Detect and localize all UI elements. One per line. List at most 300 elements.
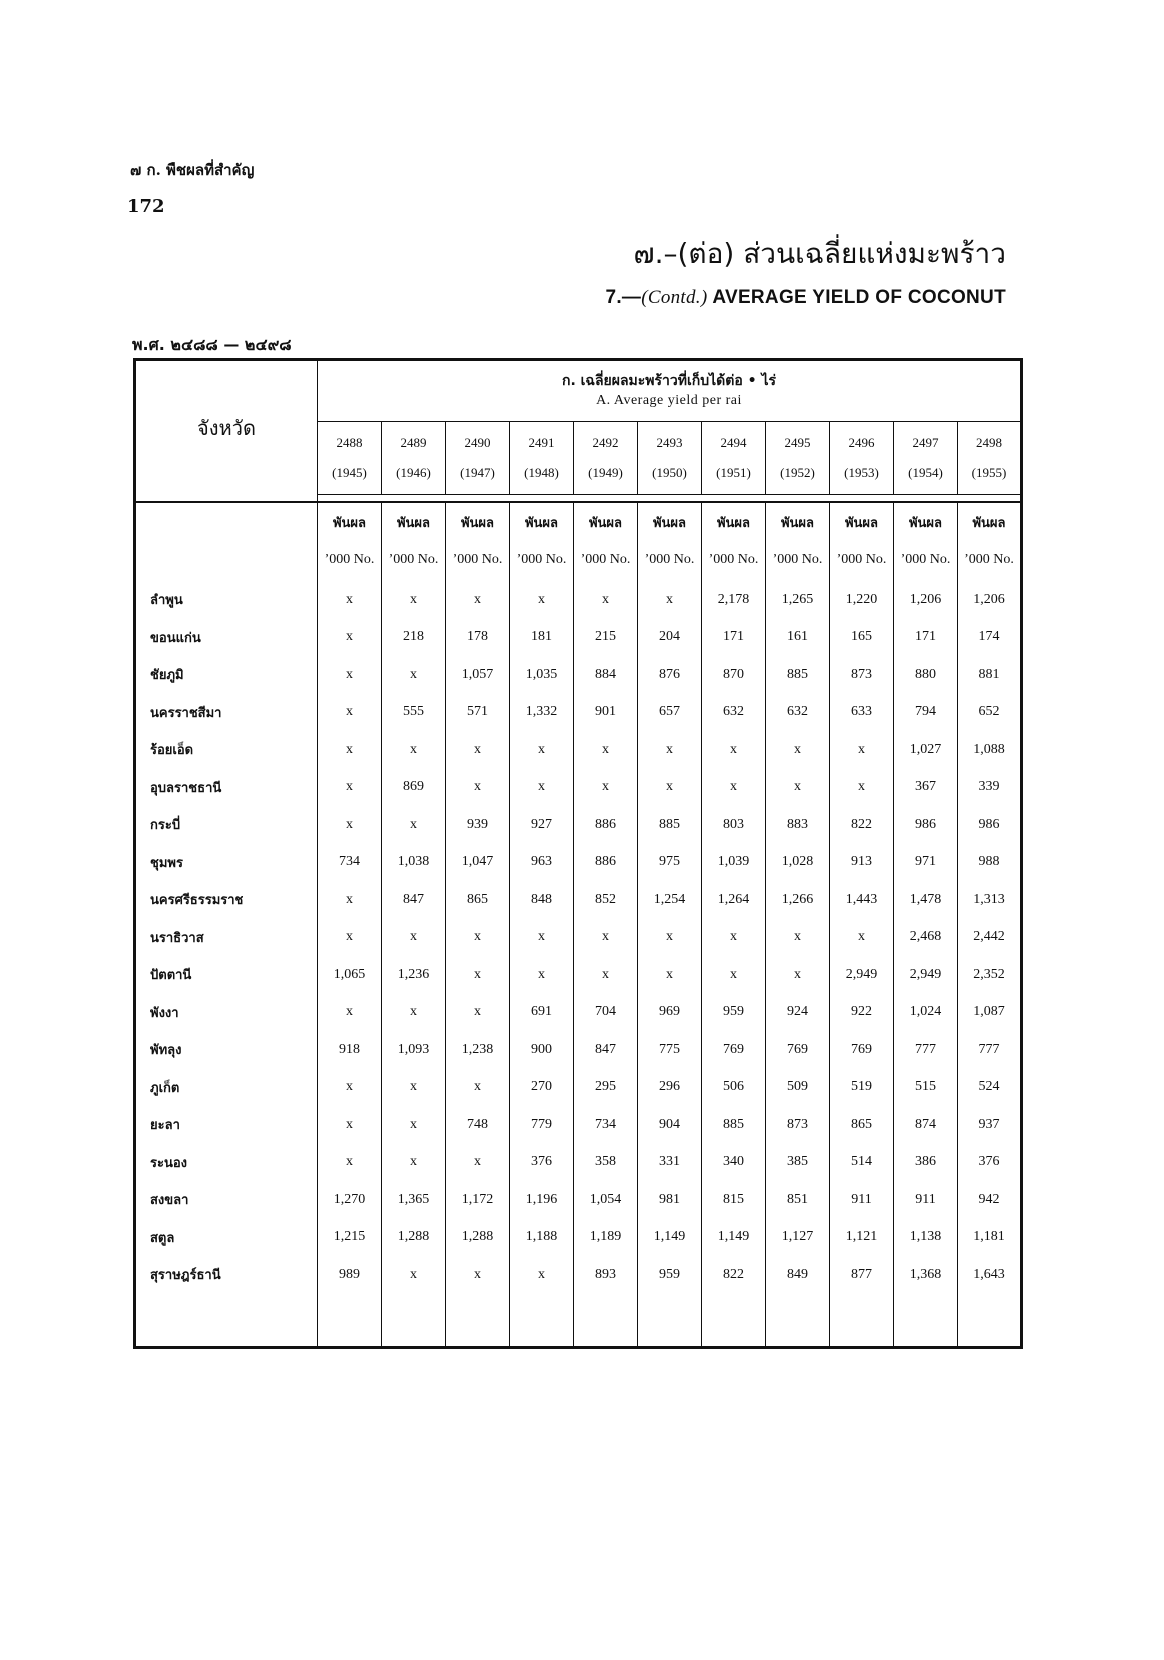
year-be: 2493 [656, 435, 683, 450]
yield-value: 1,121 [830, 1219, 894, 1257]
year-be: 2498 [976, 435, 1002, 450]
table-row [135, 581, 1022, 619]
table-row [135, 1144, 1022, 1182]
yield-value: 218 [382, 619, 446, 657]
yield-value: 1,313 [958, 881, 1022, 919]
yield-value: 367 [894, 769, 958, 807]
yield-value: x [446, 769, 510, 807]
year-be: 2496 [848, 435, 875, 450]
yield-value: 171 [894, 619, 958, 657]
unit-english: ’000 No. [708, 552, 759, 567]
yield-value: 1,215 [318, 1219, 382, 1257]
yield-value: x [766, 956, 830, 994]
yield-value: x [638, 769, 702, 807]
yield-value: x [766, 919, 830, 957]
yield-group-header [318, 360, 1022, 422]
unit-thai: พันผล [652, 516, 687, 531]
province-name: ขอนแก่น [135, 619, 318, 657]
yield-value: x [446, 731, 510, 769]
yield-value: 1,093 [382, 1031, 446, 1069]
unit-thai: พันผล [780, 516, 815, 531]
yield-value: x [318, 581, 382, 619]
yield-value: 775 [638, 1031, 702, 1069]
unit-english: ’000 No. [900, 552, 951, 567]
year-be: 2492 [592, 435, 619, 450]
table-row [135, 994, 1022, 1032]
yield-value: 852 [574, 881, 638, 919]
unit-header [766, 502, 830, 581]
header-divider [702, 495, 766, 503]
yield-value: 873 [766, 1106, 830, 1144]
yield-value: 911 [894, 1181, 958, 1219]
yield-value: 1,270 [318, 1181, 382, 1219]
yield-value: 1,236 [382, 956, 446, 994]
yield-value: x [702, 956, 766, 994]
yield-value: 779 [510, 1106, 574, 1144]
yield-value: 794 [894, 694, 958, 732]
table-row [135, 1069, 1022, 1107]
title-en-contd: (Contd.) [641, 287, 708, 308]
yield-value: 2,468 [894, 919, 958, 957]
yield-value: 1,057 [446, 656, 510, 694]
yield-value: 874 [894, 1106, 958, 1144]
yield-value: 270 [510, 1069, 574, 1107]
yield-value: 1,028 [766, 844, 830, 882]
unit-english: ’000 No. [644, 552, 695, 567]
unit-english: ’000 No. [452, 552, 503, 567]
yield-value: 734 [318, 844, 382, 882]
yield-value: 632 [766, 694, 830, 732]
unit-header [638, 502, 702, 581]
year-be: 2490 [464, 435, 491, 450]
table-bottom-blank [766, 1294, 830, 1348]
table-bottom-blank [510, 1294, 574, 1348]
yield-value: 339 [958, 769, 1022, 807]
yield-value: x [318, 881, 382, 919]
yield-value: 386 [894, 1144, 958, 1182]
yield-value: 913 [830, 844, 894, 882]
header-divider [135, 495, 318, 503]
header-divider [510, 495, 574, 503]
yield-value: 331 [638, 1144, 702, 1182]
year-header [766, 422, 830, 495]
unit-thai: พันผล [332, 516, 367, 531]
year-be: 2491 [528, 435, 555, 450]
table-row [135, 919, 1022, 957]
yield-value: 881 [958, 656, 1022, 694]
yield-value: 171 [702, 619, 766, 657]
yield-value: x [638, 581, 702, 619]
group-header-thai: ก. เฉลี่ยผลมะพร้าวที่เก็บได้ต่อ • ไร่ [561, 373, 777, 389]
unit-thai: พันผล [396, 516, 431, 531]
table-row [135, 1106, 1022, 1144]
yield-value: 969 [638, 994, 702, 1032]
yield-value: 1,254 [638, 881, 702, 919]
yield-value: 524 [958, 1069, 1022, 1107]
year-be: 2488 [336, 435, 363, 450]
year-header [382, 422, 446, 495]
yield-value: 777 [958, 1031, 1022, 1069]
yield-value: 1,264 [702, 881, 766, 919]
yield-value: x [510, 731, 574, 769]
yield-value: 963 [510, 844, 574, 882]
yield-value: x [638, 731, 702, 769]
yield-value: 1,288 [446, 1219, 510, 1257]
yield-value: 1,365 [382, 1181, 446, 1219]
unit-header [574, 502, 638, 581]
yield-value: 1,181 [958, 1219, 1022, 1257]
header-divider [574, 495, 638, 503]
yield-value: x [510, 919, 574, 957]
coconut-yield-table [133, 358, 1023, 1349]
yield-value: 376 [958, 1144, 1022, 1182]
yield-value: x [382, 1256, 446, 1294]
yield-value: 509 [766, 1069, 830, 1107]
yield-value: x [382, 731, 446, 769]
year-header [894, 422, 958, 495]
yield-value: x [382, 1106, 446, 1144]
yield-value: 161 [766, 619, 830, 657]
yield-value: 1,478 [894, 881, 958, 919]
yield-value: 959 [638, 1256, 702, 1294]
unit-header [510, 502, 574, 581]
header-divider [318, 495, 382, 503]
year-be: 2494 [720, 435, 747, 450]
yield-value: 1,188 [510, 1219, 574, 1257]
yield-value: 1,266 [766, 881, 830, 919]
yield-value: x [318, 656, 382, 694]
yield-value: 571 [446, 694, 510, 732]
yield-value: x [446, 1256, 510, 1294]
unit-english: ’000 No. [324, 552, 375, 567]
yield-value: 942 [958, 1181, 1022, 1219]
yield-value: 822 [702, 1256, 766, 1294]
yield-value: 885 [702, 1106, 766, 1144]
yield-value: 165 [830, 619, 894, 657]
yield-value: x [702, 769, 766, 807]
yield-value: 884 [574, 656, 638, 694]
yield-value: 880 [894, 656, 958, 694]
yield-value: x [574, 956, 638, 994]
yield-value: 633 [830, 694, 894, 732]
province-name: พัทลุง [135, 1031, 318, 1069]
table-row [135, 656, 1022, 694]
yield-value: 1,047 [446, 844, 510, 882]
year-header [574, 422, 638, 495]
yield-value: x [382, 806, 446, 844]
title-en-main: AVERAGE YIELD OF COCONUT [707, 287, 1006, 308]
yield-value: 924 [766, 994, 830, 1032]
yield-value: x [766, 731, 830, 769]
yield-value: x [382, 994, 446, 1032]
yield-value: x [318, 1069, 382, 1107]
yield-value: 1,238 [446, 1031, 510, 1069]
yield-value: x [766, 769, 830, 807]
yield-value: x [638, 956, 702, 994]
province-name: กระบี่ [135, 806, 318, 844]
yield-value: 376 [510, 1144, 574, 1182]
yield-value: 1,206 [894, 581, 958, 619]
yield-value: 869 [382, 769, 446, 807]
yield-value: 1,149 [638, 1219, 702, 1257]
yield-value: x [638, 919, 702, 957]
yield-value: 555 [382, 694, 446, 732]
title-en-prefix: 7.— [605, 287, 642, 308]
year-ce: (1952) [780, 465, 815, 480]
unit-english: ’000 No. [516, 552, 567, 567]
province-column-header: จังหวัด [135, 360, 318, 495]
yield-value: 385 [766, 1144, 830, 1182]
unit-thai: พันผล [908, 516, 943, 531]
table-bottom-blank [638, 1294, 702, 1348]
yield-value: 769 [830, 1031, 894, 1069]
unit-header [958, 502, 1022, 581]
yield-value: x [318, 1144, 382, 1182]
yield-value: 181 [510, 619, 574, 657]
title-english [605, 287, 1006, 309]
province-name: นราธิวาส [135, 919, 318, 957]
table-row [135, 956, 1022, 994]
yield-value: 901 [574, 694, 638, 732]
yield-value: x [318, 694, 382, 732]
table-bottom-blank [318, 1294, 382, 1348]
yield-value: 1,443 [830, 881, 894, 919]
province-name: ปัตตานี [135, 956, 318, 994]
province-name: นครศรีธรรมราช [135, 881, 318, 919]
province-name: นครราชสีมา [135, 694, 318, 732]
year-ce: (1945) [332, 465, 367, 480]
unit-english: ’000 No. [772, 552, 823, 567]
yield-value: x [382, 656, 446, 694]
header-divider [894, 495, 958, 503]
table-row [135, 1219, 1022, 1257]
yield-value: 295 [574, 1069, 638, 1107]
yield-value: 1,024 [894, 994, 958, 1032]
yield-value: 734 [574, 1106, 638, 1144]
period-label: พ.ศ. ๒๔๘๘ — ๒๔๙๘ [132, 335, 292, 354]
yield-value: x [382, 1144, 446, 1182]
year-ce: (1946) [396, 465, 431, 480]
header-divider [766, 495, 830, 503]
yield-value: x [382, 581, 446, 619]
year-header [702, 422, 766, 495]
yield-value: x [830, 731, 894, 769]
group-header-english: A. Average yield per rai [596, 393, 742, 408]
header-divider [446, 495, 510, 503]
yield-value: 885 [766, 656, 830, 694]
table-row [135, 844, 1022, 882]
year-ce: (1951) [716, 465, 751, 480]
unit-english: ’000 No. [964, 552, 1014, 567]
yield-value: 877 [830, 1256, 894, 1294]
yield-value: 340 [702, 1144, 766, 1182]
yield-value: 519 [830, 1069, 894, 1107]
yield-value: 870 [702, 656, 766, 694]
yield-value: x [702, 731, 766, 769]
yield-value: x [318, 1106, 382, 1144]
unit-row-blank [135, 502, 318, 581]
yield-value: 849 [766, 1256, 830, 1294]
year-header [318, 422, 382, 495]
table-row [135, 619, 1022, 657]
unit-english: ’000 No. [836, 552, 887, 567]
yield-value: 988 [958, 844, 1022, 882]
table-row [135, 694, 1022, 732]
header-divider [382, 495, 446, 503]
yield-value: 514 [830, 1144, 894, 1182]
yield-value: x [830, 769, 894, 807]
province-name: พังงา [135, 994, 318, 1032]
yield-value: x [382, 1069, 446, 1107]
yield-value: 748 [446, 1106, 510, 1144]
table-bottom-blank [702, 1294, 766, 1348]
table-row [135, 806, 1022, 844]
unit-header [318, 502, 382, 581]
yield-value: 1,332 [510, 694, 574, 732]
yield-value: 178 [446, 619, 510, 657]
yield-value: 506 [702, 1069, 766, 1107]
year-be: 2489 [400, 435, 427, 450]
yield-value: 886 [574, 806, 638, 844]
yield-value: 1,127 [766, 1219, 830, 1257]
yield-value: 652 [958, 694, 1022, 732]
yield-value: 927 [510, 806, 574, 844]
yield-value: 971 [894, 844, 958, 882]
yield-value: 865 [830, 1106, 894, 1144]
yield-value: 918 [318, 1031, 382, 1069]
yield-value: x [446, 919, 510, 957]
yield-value: x [318, 806, 382, 844]
yield-value: x [574, 581, 638, 619]
table-bottom-blank [135, 1294, 318, 1348]
province-name: สงขลา [135, 1181, 318, 1219]
unit-header [446, 502, 510, 581]
unit-header [894, 502, 958, 581]
yield-value: 1,054 [574, 1181, 638, 1219]
yield-value: 959 [702, 994, 766, 1032]
unit-thai: พันผล [972, 516, 1006, 531]
yield-value: 975 [638, 844, 702, 882]
yield-value: 937 [958, 1106, 1022, 1144]
yield-value: 904 [638, 1106, 702, 1144]
yield-value: x [574, 919, 638, 957]
year-ce: (1947) [460, 465, 495, 480]
yield-value: x [318, 919, 382, 957]
yield-value: x [446, 1144, 510, 1182]
province-name: ร้อยเอ็ด [135, 731, 318, 769]
yield-value: x [510, 769, 574, 807]
yield-value: 1,065 [318, 956, 382, 994]
yield-value: 893 [574, 1256, 638, 1294]
yield-value: x [318, 731, 382, 769]
yield-value: 1,206 [958, 581, 1022, 619]
year-ce: (1949) [588, 465, 623, 480]
yield-value: 876 [638, 656, 702, 694]
yield-value: 1,265 [766, 581, 830, 619]
unit-thai: พันผล [844, 516, 879, 531]
table-bottom-blank [382, 1294, 446, 1348]
province-name: อุบลราชธานี [135, 769, 318, 807]
year-ce: (1955) [971, 465, 1007, 480]
yield-value: 883 [766, 806, 830, 844]
yield-value: 873 [830, 656, 894, 694]
yield-value: 986 [894, 806, 958, 844]
unit-header [702, 502, 766, 581]
yield-value: x [318, 769, 382, 807]
yield-value: 1,027 [894, 731, 958, 769]
unit-header [382, 502, 446, 581]
yield-value: 1,087 [958, 994, 1022, 1032]
yield-value: 1,038 [382, 844, 446, 882]
yield-value: 2,442 [958, 919, 1022, 957]
yield-value: 847 [574, 1031, 638, 1069]
province-name: ชัยภูมิ [135, 656, 318, 694]
table-row [135, 1181, 1022, 1219]
yield-value: 1,149 [702, 1219, 766, 1257]
yield-value: 986 [958, 806, 1022, 844]
province-name: สตูล [135, 1219, 318, 1257]
table-row [135, 769, 1022, 807]
yield-value: x [318, 619, 382, 657]
yield-value: x [574, 731, 638, 769]
year-ce: (1954) [908, 465, 943, 480]
unit-english: ’000 No. [388, 552, 439, 567]
table-bottom-blank [446, 1294, 510, 1348]
province-name: ระนอง [135, 1144, 318, 1182]
yield-value: 769 [766, 1031, 830, 1069]
yield-value: 803 [702, 806, 766, 844]
year-be: 2497 [912, 435, 939, 450]
yield-value: 632 [702, 694, 766, 732]
yield-value: 1,138 [894, 1219, 958, 1257]
yield-value: 989 [318, 1256, 382, 1294]
yield-value: 777 [894, 1031, 958, 1069]
yield-value: 174 [958, 619, 1022, 657]
year-ce: (1948) [524, 465, 559, 480]
year-header [958, 422, 1022, 495]
header-divider [638, 495, 702, 503]
yield-value: 1,088 [958, 731, 1022, 769]
yield-value: 769 [702, 1031, 766, 1069]
yield-value: x [446, 1069, 510, 1107]
yield-value: 851 [766, 1181, 830, 1219]
yield-value: 848 [510, 881, 574, 919]
province-name: ชุมพร [135, 844, 318, 882]
unit-thai: พันผล [524, 516, 559, 531]
yield-value: 1,288 [382, 1219, 446, 1257]
table-bottom-blank [958, 1294, 1022, 1348]
yield-value: 657 [638, 694, 702, 732]
yield-value: 847 [382, 881, 446, 919]
yield-value: 515 [894, 1069, 958, 1107]
table-row [135, 1256, 1022, 1294]
yield-value: 2,352 [958, 956, 1022, 994]
yield-value: 1,039 [702, 844, 766, 882]
yield-value: x [510, 956, 574, 994]
yield-value: 1,196 [510, 1181, 574, 1219]
yield-value: 215 [574, 619, 638, 657]
unit-header [830, 502, 894, 581]
yield-value: 922 [830, 994, 894, 1032]
table-bottom-blank [574, 1294, 638, 1348]
year-header [830, 422, 894, 495]
unit-thai: พันผล [460, 516, 495, 531]
yield-value: 691 [510, 994, 574, 1032]
yield-value: 704 [574, 994, 638, 1032]
yield-value: 1,368 [894, 1256, 958, 1294]
year-ce: (1950) [652, 465, 687, 480]
yield-value: 865 [446, 881, 510, 919]
